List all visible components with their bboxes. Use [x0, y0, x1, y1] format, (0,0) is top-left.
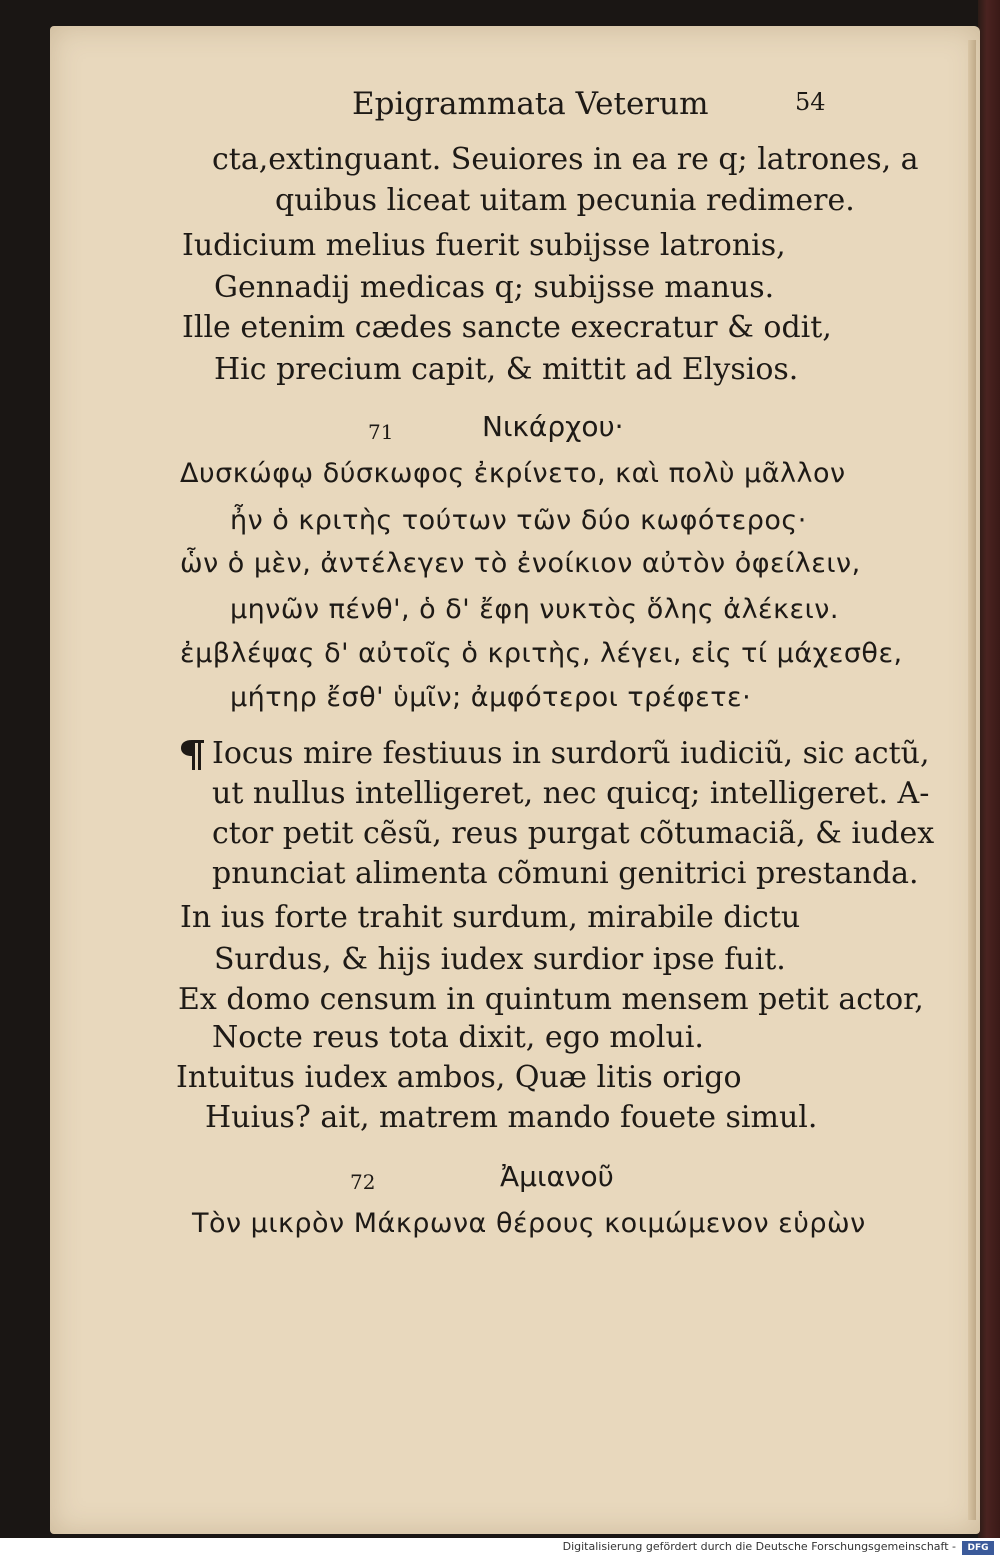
dfg-logo: DFG [962, 1541, 994, 1555]
footer-credit: Digitalisierung gefördert durch die Deutsche Forschungsgemeinschaft - [562, 1540, 956, 1553]
footer-bar [0, 1538, 1000, 1558]
greek-line: ὧν ὁ μὲν, ἀντέλεγεν τὸ ἐνοίκιον αὐτὸν ὀφείλειν, [180, 548, 861, 579]
verse-line: Intuitus iudex ambos, Quæ litis origo [176, 1060, 742, 1095]
epigram-number: 71 [368, 420, 394, 444]
epigram-number: 72 [350, 1170, 376, 1194]
verse-line: Huius? ait, matrem mando fouete simul. [205, 1100, 818, 1135]
running-title: Epigrammata Veterum [352, 86, 709, 122]
verse-line: In ius forte trahit surdum, mirabile dictu [180, 900, 801, 935]
epigram-author: Ἀμιανοῦ [500, 1160, 614, 1193]
greek-line: Δυσκώφῳ δύσκωφος ἐκρίνετο, καὶ πολὺ μᾶλλον [180, 458, 846, 489]
verse-line: Nocte reus tota dixit, ego molui. [212, 1020, 704, 1055]
greek-line: Τὸν μικρὸν Μάκρωνα θέρους κοιμώμενον εὑρὼν [192, 1208, 866, 1239]
greek-line: ἦν ὁ κριτὴς τούτων τῶν δύο κωφότερος· [230, 505, 807, 536]
greek-line: ἐμβλέψας δ' αὐτοῖς ὁ κριτὴς, λέγει, εἰς τί μάχεσθε, [180, 638, 903, 669]
commentary-line: ut nullus intelligeret, nec quicq; intelligeret. A- [212, 776, 930, 811]
page-number: 54 [795, 88, 826, 116]
greek-line: μήτηρ ἔσθ' ὑμῖν; ἀμφότεροι τρέφετε· [230, 682, 752, 713]
commentary-line: Iocus mire festiuus in surdorũ iudiciũ, sic actũ, [212, 736, 930, 771]
commentary-line: pnunciat alimenta cõmuni genitrici prestanda. [212, 856, 919, 891]
pilcrow-icon [180, 738, 206, 772]
verse-line: Gennadij medicas q; subijsse manus. [214, 270, 775, 305]
text-line: cta,extinguant. Seuiores in ea re q; latrones, a [212, 142, 919, 177]
commentary-line: ctor petit cẽsũ, reus purgat cõtumaciã, & iudex [212, 816, 935, 851]
book-cover-edge [978, 0, 1000, 1538]
verse-line: Ex domo censum in quintum mensem petit actor, [178, 982, 924, 1017]
verse-line: Surdus, & hijs iudex surdior ipse fuit. [214, 942, 786, 977]
text-line: quibus liceat uitam pecunia redimere. [275, 183, 855, 218]
verse-line: Ille etenim cædes sancte execratur & odit, [182, 310, 832, 345]
page-edge [968, 40, 976, 1520]
greek-line: μηνῶν πένθ', ὁ δ' ἔφη νυκτὸς ὅλης ἀλέκειν. [230, 594, 839, 625]
verse-line: Hic precium capit, & mittit ad Elysios. [214, 352, 799, 387]
epigram-author: Νικάρχου· [482, 410, 624, 443]
verse-line: Iudicium melius fuerit subijsse latronis, [182, 228, 786, 263]
